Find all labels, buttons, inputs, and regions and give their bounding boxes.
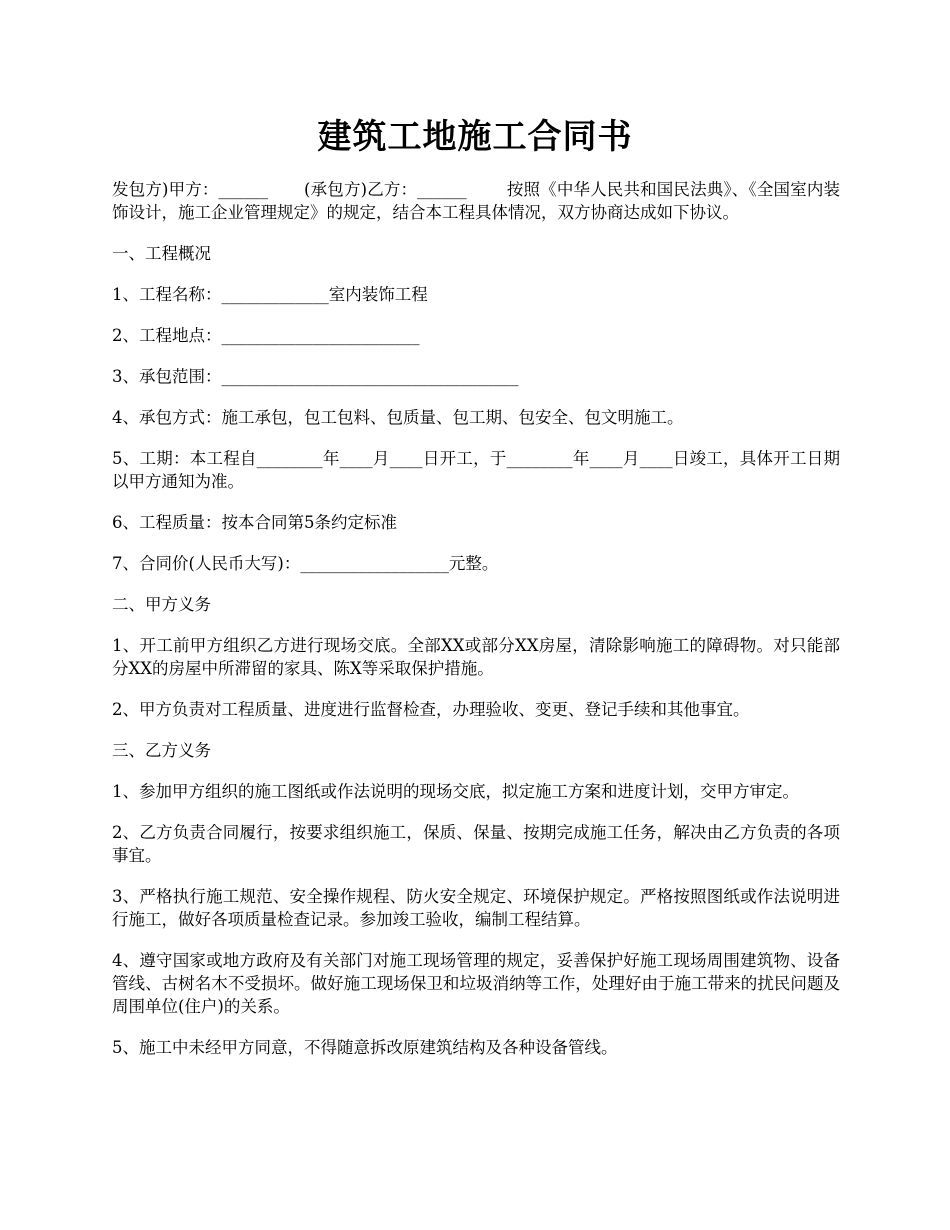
section-heading-party-b: 三、乙方义务 [112, 741, 211, 760]
overview-item-schedule: 5、工期：本工程自________年____月____日开工，于________年____月____日竣工，具体开工日期以甲方通知为准。 [112, 449, 840, 491]
party-a-obligation-1: 1、开工前甲方组织乙方进行现场交底。全部XX或部分XX房屋，清除影响施工的障碍物。对只能部分XX的房屋中所滞留的家具、陈X等采取保护措施。 [112, 636, 840, 678]
overview-item-project-location: 2、工程地点：________________________ [112, 326, 420, 345]
document-title: 建筑工地施工合同书 [317, 117, 633, 157]
party-a-field: 发包方)甲方：______ [112, 180, 269, 199]
section-heading-overview: 一、工程概况 [112, 244, 211, 263]
party-b-obligation-3: 3、严格执行施工规范、安全操作规程、防火安全规定、环境保护规定。严格按照图纸或作法说明进行施工，做好各项质量检查记录。参加竣工验收，编制工程结算。 [112, 887, 840, 929]
party-b-obligation-5: 5、施工中未经甲方同意，不得随意拆改原建筑结构及各种设备管线。 [112, 1038, 618, 1057]
overview-item-contract-method: 4、承包方式：施工承包，包工包料、包质量、包工期、包安全、包文明施工。 [112, 408, 684, 427]
overview-item-quality: 6、工程质量：按本合同第5条约定标准 [112, 513, 397, 532]
section-heading-party-a: 二、甲方义务 [112, 595, 211, 614]
document-body [112, 178, 840, 1077]
overview-item-price: 7、合同价(人民币大写)：__________________元整。 [112, 554, 499, 573]
party-b-obligation-1: 1、参加甲方组织的施工图纸或作法说明的现场交底，拟定施工方案和进度计划，交甲方审定。 [112, 782, 799, 801]
party-a-obligation-2: 2、甲方负责对工程质量、进度进行监督检查，办理验收、变更、登记手续和其他事宜。 [112, 700, 750, 719]
party-b-field: (承包方)乙方：______ [304, 180, 467, 199]
intro-text: 按照《中华人民共和国民法典》、《全国室内装饰设计，施工企业管理规定》的规定，结合本工程具体情况，双方协商达成如下协议。 [112, 180, 841, 222]
overview-item-contract-scope: 3、承包范围：____________________________________ [112, 367, 519, 386]
party-b-obligation-2: 2、乙方负责合同履行，按要求组织施工，保质、保量、按期完成施工任务，解决由乙方负责的各项事宜。 [112, 823, 840, 865]
overview-item-project-name: 1、工程名称：_____________室内装饰工程 [112, 285, 428, 304]
intro-paragraph [112, 178, 840, 224]
party-b-obligation-4: 4、遵守国家或地方政府及有关部门对施工现场管理的规定，妥善保护好施工现场周围建筑物、设备管线、古树名木不受损坏。做好施工现场保卫和垃圾消纳等工作，处理好由于施工带来的扰民问题及周围单位(住户)的关系。 [112, 951, 840, 1016]
